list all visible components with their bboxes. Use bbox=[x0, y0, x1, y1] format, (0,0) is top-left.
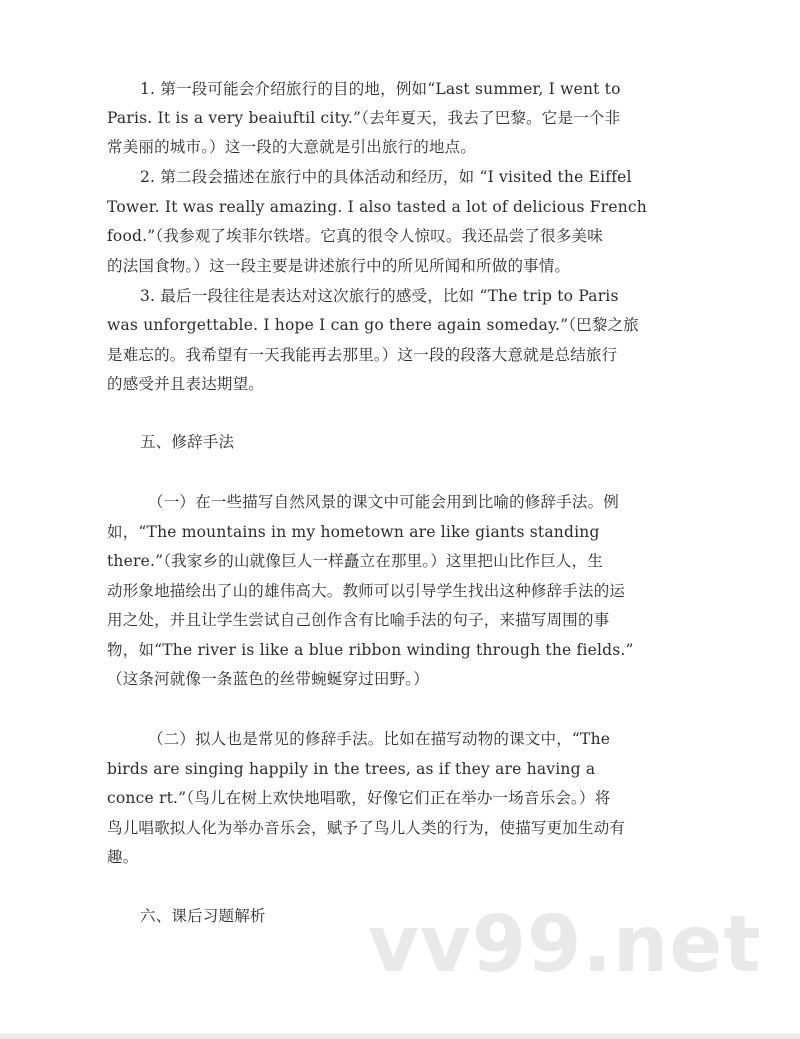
p51-line-2: 如，“The mountains in my hometown are like giants standing bbox=[107, 523, 600, 541]
s3-line-4: 的感受并且表达期望。 bbox=[107, 375, 265, 393]
s1-line-2: Paris. It is a very beaiuftil city.”（去年夏天，我去了巴黎。它是一个非 bbox=[107, 109, 621, 127]
p51-line-6: 物，如“The river is like a blue ribbon winding through the fields.” bbox=[107, 641, 634, 659]
s3-line-1: 3. 最后一段往往是表达对这次旅行的感受，比如 “The trip to Paris bbox=[140, 287, 619, 305]
p52-line-3: conce rt.”（鸟儿在树上欢快地唱歌，好像它们正在举办一场音乐会。）将 bbox=[107, 789, 611, 807]
s3-line-3: 是难忘的。我希望有一天我能再去那里。）这一段的段落大意就是总结旅行 bbox=[107, 346, 618, 364]
p51-line-3: there.”（我家乡的山就像巨人一样矗立在那里。）这里把山比作巨人，生 bbox=[107, 552, 604, 570]
s2-line-2: Tower. It was really amazing. I also tasted a lot of delicious French bbox=[107, 198, 647, 216]
p51-line-4: 动形象地描绘出了山的雄伟高大。教师可以引导学生找出这种修辞手法的运 bbox=[107, 582, 626, 600]
s2-line-1: 2. 第二段会描述在旅行中的具体活动和经历，如 “I visited the Eiffel bbox=[140, 168, 632, 186]
s2-line-4: 的法国食物。）这一段主要是讲述旅行中的所见所闻和所做的事情。 bbox=[107, 257, 571, 275]
p52-line-2: birds are singing happily in the trees, as if they are having a bbox=[107, 760, 596, 778]
s2-line-3: food.”（我参观了埃菲尔铁塔。它真的很令人惊叹。我还品尝了很多美味 bbox=[107, 227, 603, 245]
section-heading-5: 五、修辞手法 bbox=[140, 433, 235, 451]
s1-line-1: 1. 第一段可能会介绍旅行的目的地，例如“Last summer, I went to bbox=[140, 80, 621, 98]
p52-line-1: （二）拟人也是常见的修辞手法。比如在描写动物的课文中，“The bbox=[148, 730, 611, 748]
s3-line-2: was unforgettable. I hope I can go there again someday.”（巴黎之旅 bbox=[107, 316, 639, 334]
p51-line-5: 用之处，并且让学生尝试自己创作含有比喻手法的句子，来描写周围的事 bbox=[107, 611, 610, 629]
page-bottom-edge bbox=[0, 1033, 800, 1039]
p51-line-1: （一）在一些描写自然风景的课文中可能会用到比喻的修辞手法。例 bbox=[148, 493, 620, 511]
p52-line-4: 鸟儿唱歌拟人化为举办音乐会，赋予了鸟儿人类的行为，使描写更加生动有 bbox=[107, 819, 626, 837]
p52-line-5: 趣。 bbox=[107, 848, 139, 866]
p51-line-7: （这条河就像一条蓝色的丝带蜿蜒穿过田野。） bbox=[107, 670, 429, 688]
s1-line-3: 常美丽的城市。）这一段的大意就是引出旅行的地点。 bbox=[107, 138, 477, 156]
section-heading-6: 六、课后习题解析 bbox=[140, 907, 266, 925]
watermark-logo: vv99.net bbox=[368, 900, 762, 990]
